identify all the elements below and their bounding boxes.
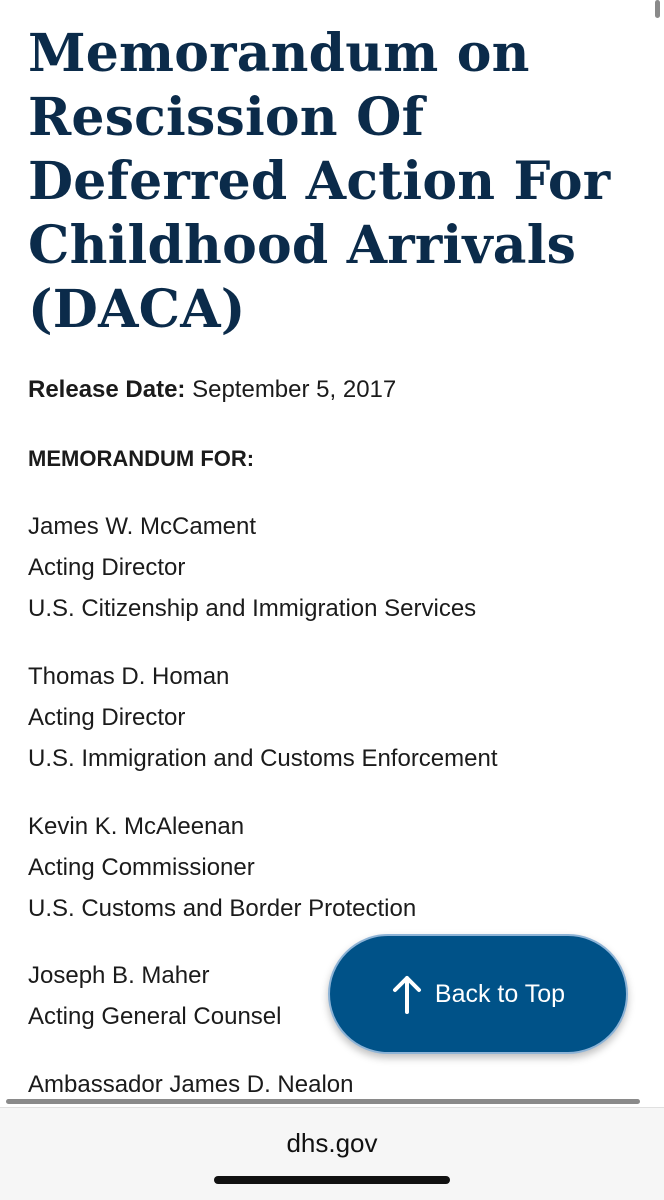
browser-address-bar[interactable] (0, 1107, 664, 1200)
recipient-block (28, 955, 281, 1037)
arrow-up-icon (391, 974, 423, 1014)
memorandum-for-heading: MEMORANDUM FOR: (28, 446, 255, 471)
recipient-org: U.S. Customs and Border Protection (28, 895, 417, 922)
recipient-name: Ambassador James D. Nealon (28, 1071, 354, 1098)
url-text[interactable]: dhs.gov (286, 1128, 378, 1158)
recipient-block (28, 656, 498, 779)
page-scroll-indicator (6, 1099, 640, 1104)
recipient-name: Joseph B. Maher (28, 962, 210, 989)
recipient-name: James W. McCament (28, 513, 257, 540)
back-to-top-label: Back to Top (434, 979, 566, 1008)
recipient-org: U.S. Immigration and Customs Enforcement (28, 745, 498, 772)
release-date-line (28, 376, 396, 404)
recipient-org: U.S. Citizenship and Immigration Services (28, 595, 477, 622)
recipient-name: Kevin K. McAleenan (28, 813, 245, 840)
recipient-block (28, 806, 416, 929)
page-title: Memorandum on Rescission Of Deferred Action For Childhood Arrivals (DACA) (28, 23, 611, 340)
release-date-label: Release Date: (28, 376, 186, 403)
recipient-title: Acting Director (28, 554, 186, 581)
recipient-name: Thomas D. Homan (28, 663, 230, 690)
back-to-top-button[interactable] (328, 934, 628, 1054)
recipient-title: Acting General Counsel (28, 1003, 282, 1030)
recipient-title: Acting Director (28, 704, 186, 731)
recipient-title: Acting Commissioner (28, 854, 255, 881)
release-date-value: September 5, 2017 (192, 376, 397, 403)
recipient-block (28, 506, 476, 629)
home-indicator[interactable] (214, 1176, 450, 1184)
top-scroll-indicator (655, 0, 660, 18)
